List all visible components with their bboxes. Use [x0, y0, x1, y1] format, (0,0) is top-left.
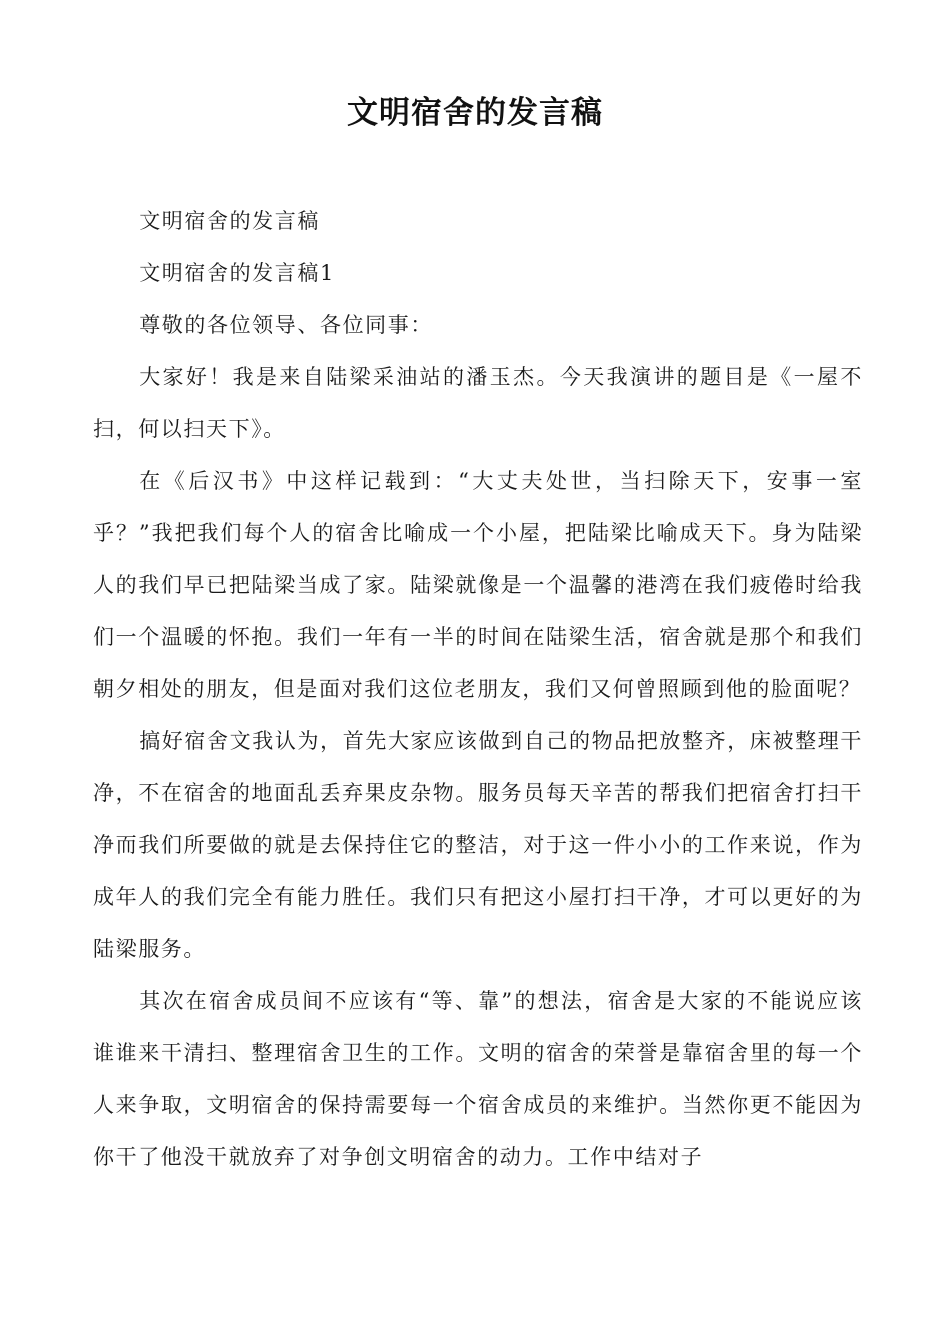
document-body: [93, 195, 863, 1183]
paragraph-salutation: 尊敬的各位领导、各位同事：: [139, 313, 433, 337]
paragraph-greeting: 大家好！我是来自陆梁采油站的潘玉杰。今天我演讲的题目是《一屋不扫，何以扫天下》。: [93, 365, 863, 441]
paragraph-body: 在《后汉书》中这样记载到：“大丈夫处世，当扫除天下，安事一室乎？”我把我们每个人的宿舍比喻成一个小屋，把陆梁比喻成天下。身为陆梁人的我们早已把陆梁当成了家。陆梁就像是一个温馨的港湾在我们疲倦时给我们一个温暖的怀抱。我们一年有一半的时间在陆梁生活，宿舍就是那个和我们朝夕相处的朋友，但是面对我们这位老朋友，我们又何曾照顾到他的脸面呢？: [93, 469, 863, 701]
paragraph-section-heading: 文明宿舍的发言稿1: [139, 261, 335, 285]
paragraph-body: 搞好宿舍文我认为，首先大家应该做到自己的物品把放整齐，床被整理干净，不在宿舍的地面乱丢弃果皮杂物。服务员每天辛苦的帮我们把宿舍打扫干净而我们所要做的就是去保持住它的整洁，对于这一件小小的工作来说，作为成年人的我们完全有能力胜任。我们只有把这小屋打扫干净，才可以更好的为陆梁服务。: [93, 729, 863, 961]
document-title: 文明宿舍的发言稿: [347, 95, 603, 131]
paragraph-body: 其次在宿舍成员间不应该有“等、靠”的想法，宿舍是大家的不能说应该谁谁来干清扫、整理宿舍卫生的工作。文明的宿舍的荣誉是靠宿舍里的每一个人来争取，文明宿舍的保持需要每一个宿舍成员的来维护。当然你更不能因为你干了他没干就放弃了对争创文明宿舍的动力。工作中结对子: [93, 989, 863, 1169]
paragraph-subtitle: 文明宿舍的发言稿: [139, 209, 320, 233]
